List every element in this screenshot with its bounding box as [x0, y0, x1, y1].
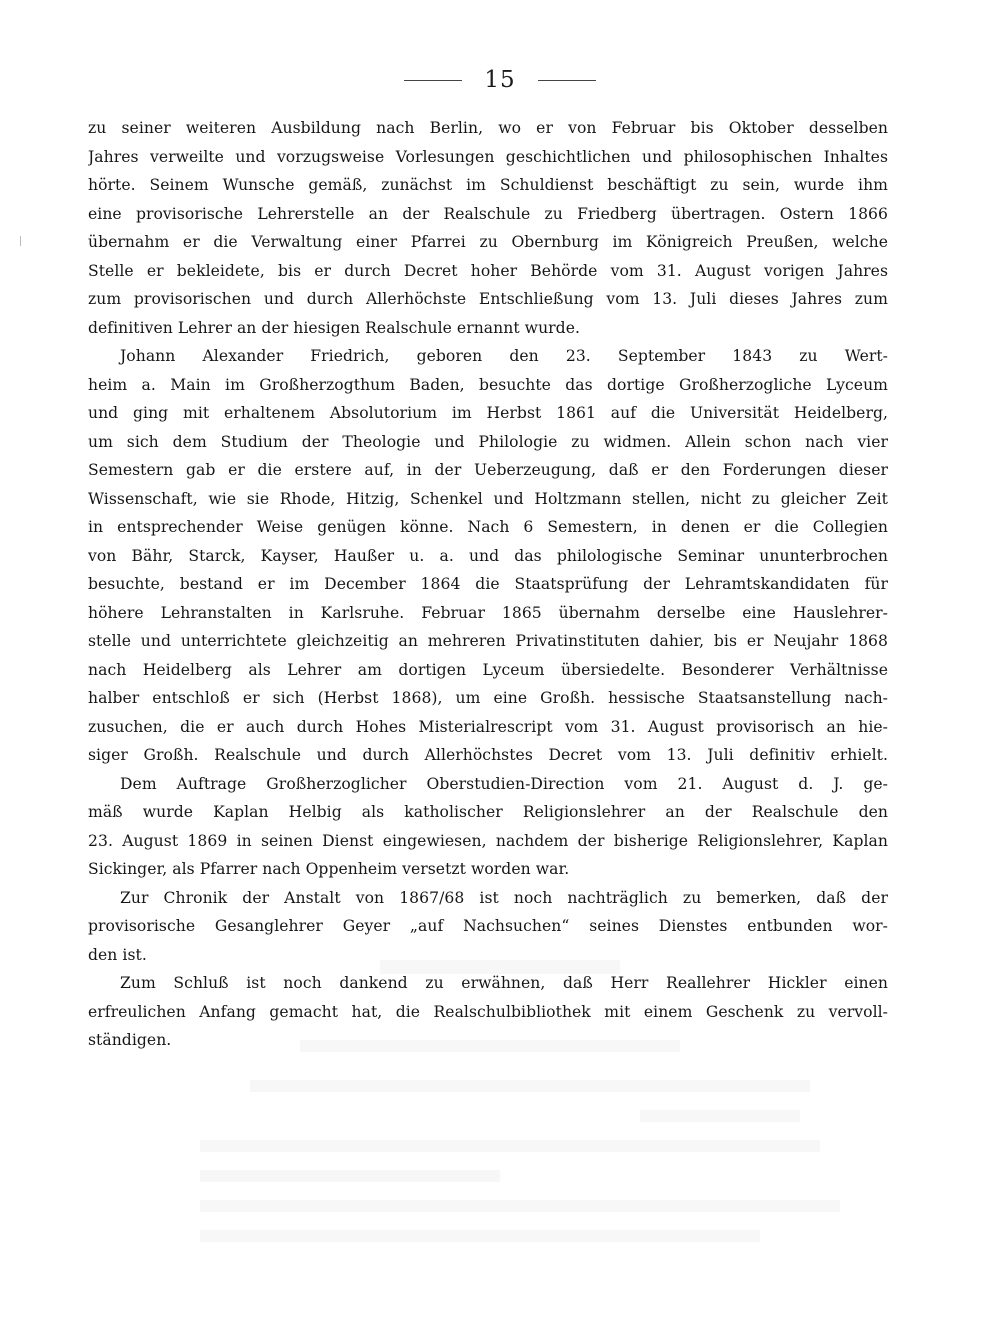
text-line: Stelle er bekleidete, bis er durch Decret hoher Behörde vom 31. August vorigen Jahres [88, 261, 888, 280]
text-line: zusuchen, die er auch durch Hohes Misterialrescript vom 31. August provisorisch an hie- [88, 717, 888, 736]
show-through-smudge [200, 1230, 760, 1242]
page-number: 15 [484, 67, 516, 93]
text-line: Zur Chronik der Anstalt von 1867/68 ist noch nachträglich zu bemerken, daß der [120, 888, 888, 907]
page-header [0, 60, 1000, 100]
text-line: Zum Schluß ist noch dankend zu erwähnen, daß Herr Reallehrer Hickler einen [120, 974, 888, 992]
text-line: übernahm er die Verwaltung einer Pfarrei zu Obernburg im Königreich Preußen, welche [88, 233, 888, 251]
paragraph-3 [88, 770, 888, 884]
paragraph-4 [88, 884, 888, 970]
text-line: stelle und unterrichtete gleichzeitig an mehreren Privatinstituten dahier, bis er Neujahr 1868 [88, 632, 888, 650]
text-line: Semestern gab er die erstere auf, in der Ueberzeugung, daß er den Forderungen dieser [88, 461, 888, 479]
text-line: von Bähr, Starck, Kayser, Haußer u. a. und das philologische Seminar ununterbrochen [88, 546, 888, 565]
paragraph-5 [88, 969, 888, 1055]
text-line: und ging mit erhaltenem Absolutorium im Herbst 1861 auf die Universität Heidelberg, [88, 404, 888, 422]
show-through-smudge [640, 1110, 800, 1122]
text-line: ständigen. [88, 1031, 172, 1049]
header-rule-right [538, 80, 596, 81]
text-line: Jahres verweilte und vorzugsweise Vorlesungen geschichtlichen und philosophischen Inhaltes [88, 147, 888, 166]
text-line: Sickinger, als Pfarrer nach Oppenheim versetzt worden war. [88, 860, 570, 878]
text-body [88, 114, 888, 1055]
text-line: Johann Alexander Friedrich, geboren den 23. September 1843 zu Wert- [120, 347, 888, 365]
show-through-smudge [200, 1140, 820, 1152]
text-line: definitiven Lehrer an der hiesigen Realschule ernannt wurde. [88, 318, 580, 337]
text-line: Wissenschaft, wie sie Rhode, Hitzig, Schenkel und Holtzmann stellen, nicht zu gleicher Zeit [88, 489, 888, 508]
text-line: 23. August 1869 in seinen Dienst eingewiesen, nachdem der bisherige Religionslehrer, Kaplan [88, 831, 888, 850]
margin-mark [20, 236, 21, 246]
text-line: erfreulichen Anfang gemacht hat, die Realschulbibliothek mit einem Geschenk zu vervoll- [88, 1002, 888, 1021]
text-line: halber entschloß er sich (Herbst 1868), um eine Großh. hessische Staatsanstellung nach- [88, 689, 888, 707]
header-rule-left [404, 80, 462, 81]
text-line: provisorische Gesanglehrer Geyer „auf Nachsuchen“ seines Dienstes entbunden wor- [88, 917, 888, 935]
text-line: nach Heidelberg als Lehrer am dortigen Lyceum übersiedelte. Besonderer Verhältnisse [88, 660, 888, 679]
show-through-smudge [250, 1080, 810, 1092]
text-line: eine provisorische Lehrerstelle an der Realschule zu Friedberg übertragen. Ostern 1866 [88, 204, 888, 223]
paragraph-1 [88, 114, 888, 342]
paragraph-2 [88, 342, 888, 770]
show-through-smudge [200, 1200, 840, 1212]
text-line: um sich dem Studium der Theologie und Philologie zu widmen. Allein schon nach vier [88, 432, 888, 451]
text-line: besuchte, bestand er im December 1864 die Staatsprüfung der Lehramtskandidaten für [88, 575, 888, 593]
text-line: den ist. [88, 945, 147, 964]
text-line: mäß wurde Kaplan Helbig als katholischer Religionslehrer an der Realschule den [88, 803, 888, 821]
text-line: zum provisorischen und durch Allerhöchste Entschließung vom 13. Juli dieses Jahres zum [88, 290, 888, 308]
text-line: zu seiner weiteren Ausbildung nach Berlin, wo er von Februar bis Oktober desselben [88, 119, 888, 137]
text-line: Dem Auftrage Großherzoglicher Oberstudien-Direction vom 21. August d. J. ge- [120, 774, 888, 793]
text-line: in entsprechender Weise genügen könne. Nach 6 Semestern, in denen er die Collegien [88, 518, 888, 536]
text-line: heim a. Main im Großherzogthum Baden, besuchte das dortige Großherzogliche Lyceum [88, 375, 888, 394]
text-line: siger Großh. Realschule und durch Allerhöchstes Decret vom 13. Juli definitiv erhielt. [88, 746, 888, 764]
show-through-smudge [200, 1170, 500, 1182]
text-line: höhere Lehranstalten in Karlsruhe. Februar 1865 übernahm derselbe eine Hauslehrer- [88, 603, 888, 622]
text-line: hörte. Seinem Wunsche gemäß, zunächst im Schuldienst beschäftigt zu sein, wurde ihm [88, 176, 888, 194]
